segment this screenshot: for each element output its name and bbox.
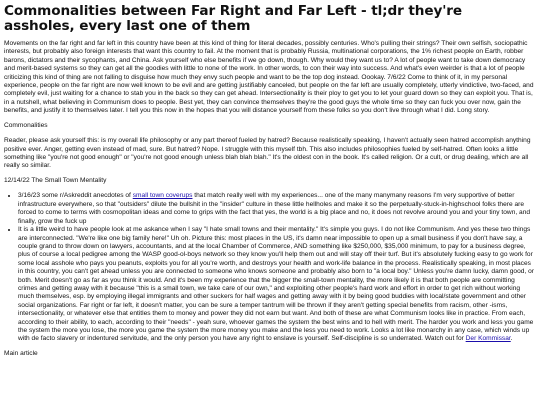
commonalities-paragraph: Reader, please ask yourself this: is my overall life philosophy or any part thereof fueled by hatred? Because realistically speaking, I haven't actually seen hatred accomplish anything positive ever. Anger, getting even instead of mad, sure. But hatred? Nope. I struggle with this myself tbh. This also includes philosophies fueled by self-hatred. Often looks a little something like "you're not good enough" or "you're not good enough unless blah blah blah." It's the oldest con in the book. It's called religion. Or a cult, or drug dealing, which are all really so similar. (4, 137, 531, 170)
section-heading-small-town: 12/14/22 The Small Town Mentality (4, 177, 107, 185)
small-town-list (4, 192, 536, 343)
list-item-text-after: that match really well with my experiences... one of the many manymany reasons I'm very supportive of better infrastructure everywhere, so that "outsiders" dilute the bullshit in the "insider" culture in these little hellholes and make it so the perpetually-stuck-in-highschool folks there are forced to come to terms with cosmopolitan ideas and come to grips with the fact that yes, the world is a big place and no, it does not revolve around you and your tiny town, and finally, grow the fuck up (18, 192, 531, 225)
section-heading-main-article: Main article (4, 349, 38, 357)
list-item (18, 192, 536, 226)
section-heading-commonalities: Commonalities (4, 122, 48, 130)
list-item-text-before: 3/16/23 some r/Askreddit anecdotes of (18, 192, 133, 200)
der-kommissar-link[interactable]: Der Kommissar (465, 335, 511, 343)
list-item (18, 226, 536, 344)
small-town-coverups-link[interactable]: small town coverups (132, 192, 193, 200)
list-item-text-before: It is a little weird to have people look at me askance when I say "I hate small towns and their mentality." It's simple you guys. I do not like Communism. And yes these two things are interconnected. "We're like one big family here!" Uh oh. Picture this: most places in the US, it's damn near impossible to open up a small business if you don't have say, a couple grand to throw down on lawyers, accountants, and at the local Chamber of Commerce, AND something like $250,000, $35,000 minimum, to pay for a business degree, plus of course a local pedigree among the WASP good-ol-boys network so they know you'll help them out and will stay off their turf. But it's absolutely fucking easy to go work for some local asshole who pays you peanuts, exploits you for all you're worth, and destroys your health and work-life balance in the process. Realistically speaking, in most places in this country, you can't get ahead unless you are connected to someone who knows someone and probably also born to "a local boy." Unless you're damn lucky, damn good, or both. Merit doesn't go as far as you think it would. And it's been my experience that the bigger the small-town mentality, the more likely it is that both people are committing crimes and getting away with it because "this is a small town, we take care of our own," and exploiting other people's hard work and effort in order to get rich without working much themselves, esp. by employing illegal immigrants and other suckers for half wages and getting away with it by being good buddies with local/state government and other social organizations. Far right or far left, it doesn't matter, you can be sure a temper tantrum will be thrown if they aren't getting special benefits from racism, other -isms, intersectionality, or whatever else that entitles them to money and power they did not earn but want. And both of these are what Communism looks like in practice. From each, according to their ability, to each, according to their "needs" - yeah sure, whoever games the system the best wins and to hell with merit. The harder you work and less you game the system the more you lose, the more you game the system the more money you make and the less you need to work. Looks a lot like monarchy in any case, which winds up with de facto slavery or indentured servitude, and the only person you have any right to enslave is yourself. Self-discipline is so underrated. Watch out for (18, 226, 534, 343)
page-title: Commonalities between Far Right and Far Left - tl;dr they're assholes, every last one of them (4, 3, 462, 34)
list-item-text-after: . (510, 335, 513, 343)
intro-paragraph: Movements on the far right and far left in this country have been at this kind of thing for literal decades, possibly centuries. Who's pulling their strings? Their own selfish, sociopathic interests, but probably also foreign interests that want this country to fail. At the moment that is probably Russia, multinational corporations, the 1% richest people on Earth, robber barons, dictators and their sycophants, and China. Ask yourself who else benefits if we go down, though. Why would they want us to? A lot of people want to take down democracy and merit-based systems so they can get all the goodies with little to none of the work. In other words, to con their way into success. And what's even weirder is that a lot of people criticizing this kind of thing are not falling to disguise how much they envy such people and want to be the top dog instead. Oookay. 7/6/22 Come to think of it, in my personal experience, people on the far right are now well known to be evil and are getting justifiably canceled, but people on the far left are usually completely, utterly vindictive, two-faced, and completely evil, just waiting for a chance to stab you in the back so they can get ahead. Intersectionality is their ploy to get you to let your guard down so they can exploit you. That is, in a nutshell, what believing in Communism does to people. Best yet, they can convince themselves they're the good guys the whole time so they can fuck you over now, gain the benefits, and justify it to themselves later. I tell you this now in the hopes that you will distance yourself from these folks so you don't live through what I did. Long story. (4, 40, 534, 115)
